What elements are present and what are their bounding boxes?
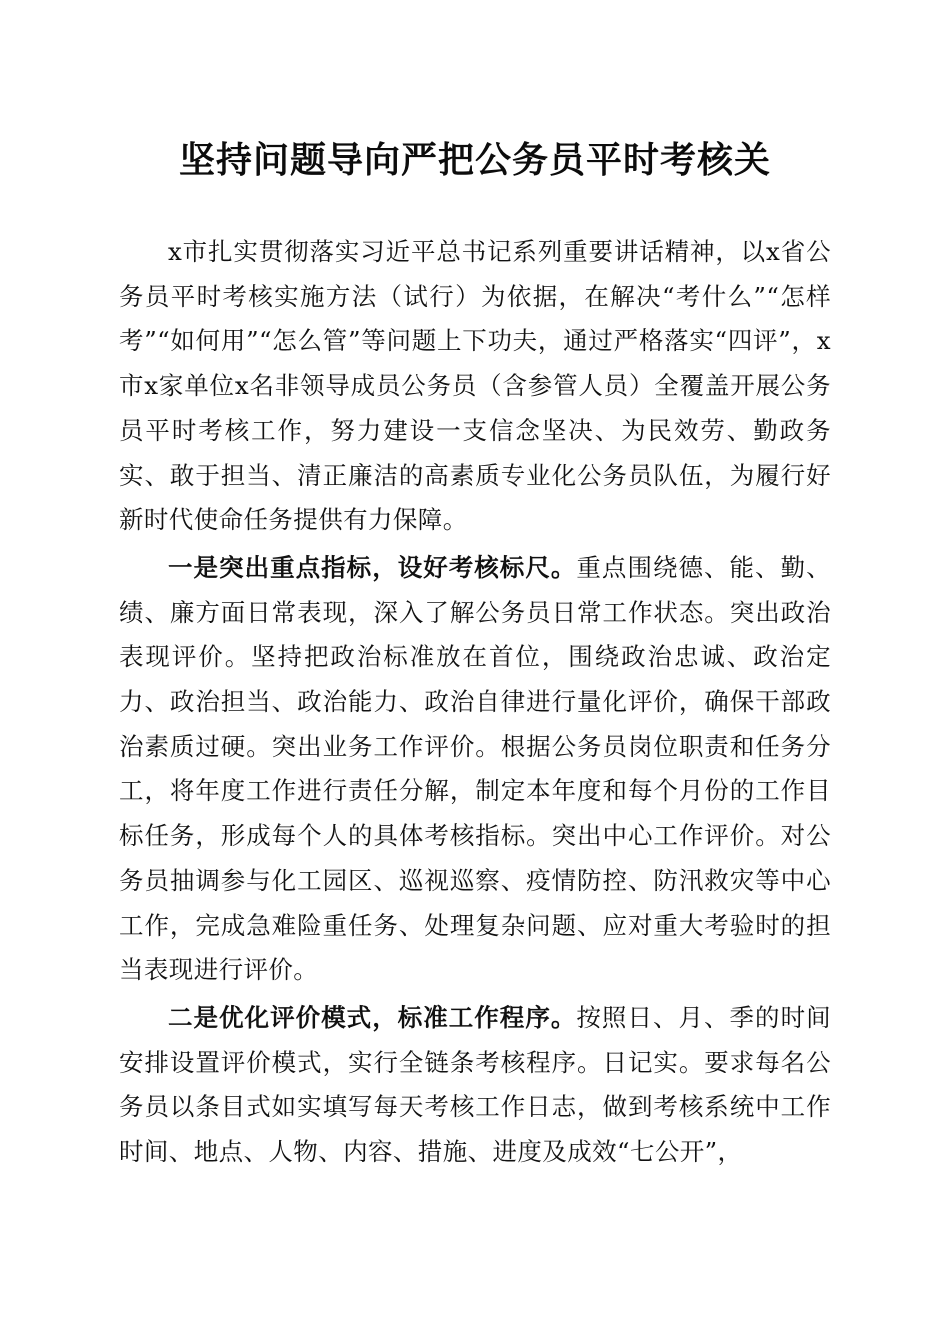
document-title: 坚持问题导向严把公务员平时考核关	[178, 139, 771, 181]
paragraph-lead: 二是优化评价模式，标准工作程序。	[168, 1002, 577, 1032]
paragraph-lead: 一是突出重点指标，设好考核标尺。	[168, 552, 577, 582]
paragraph-text: 重点围绕德、能、勤、绩、廉方面日常表现，深入了解公务员日常工作状态。突出政治表现评价。坚持把政治标准放在首位，围绕政治忠诚、政治定力、政治担当、政治能力、政治自律进行量化评价，确保干部政治素质过硬。突出业务工作评价。根据公务员岗位职责和任务分工，将年度工作进行责任分解，制定本年度和每个月份的工作目标任务，形成每个人的具体考核指标。突出中心工作评价。对公务员抽调参与化工园区、巡视巡察、疫情防控、防汛救灾等中心工作，完成急难险重任务、处理复杂问题、应对重大考验时的担当表现进行评价。	[119, 552, 832, 985]
document-body	[119, 230, 831, 1175]
paragraph-text: x市扎实贯彻落实习近平总书记系列重要讲话精神，以x省公务员平时考核实施方法（试行）为依据，在解决“考什么”“怎样考”“如何用”“怎么管”等问题上下功夫，通过严格落实“四评”，x市x家单位x名非领导成员公务员（含参管人员）全覆盖开展公务员平时考核工作，努力建设一支信念坚决、为民效劳、勤政务实、敢于担当、清正廉洁的高素质专业化公务员队伍，为履行好新时代使命任务提供有力保障。	[119, 237, 831, 535]
paragraph-point-one	[119, 546, 831, 993]
paragraph-point-two	[119, 996, 831, 1175]
paragraph-intro	[119, 230, 831, 543]
paragraph-text: 按照日、月、季的时间安排设置评价模式，实行全链条考核程序。日记实。要求每名公务员以条目式如实填写每天考核工作日志，做到考核系统中工作时间、地点、人物、内容、措施、进度及成效“七公开”，	[119, 1002, 832, 1167]
